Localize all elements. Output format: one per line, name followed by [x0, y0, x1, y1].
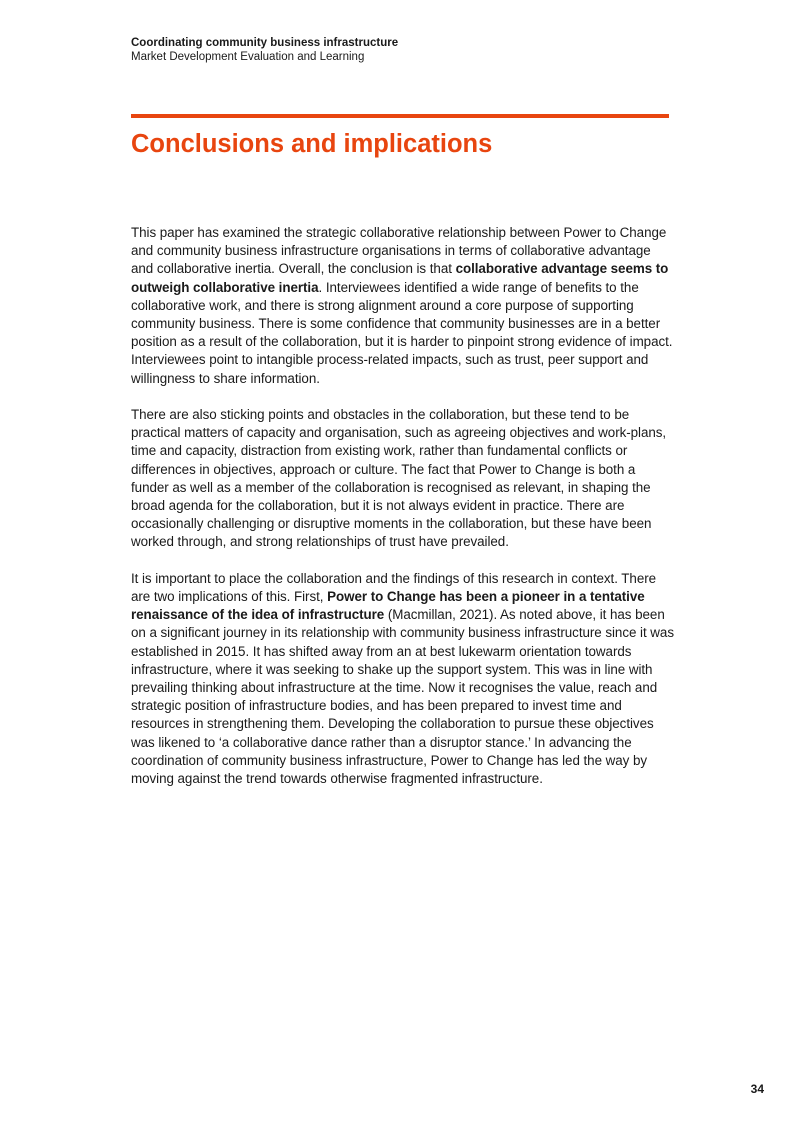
paragraph-3-text-a: It is important to place the collaboration and the findings of this research in context. There are two implications of this. First, — [131, 570, 657, 605]
paragraph-1-text-a: This paper has examined the strategic collaborative relationship between Power to Change and community business infrastructure organisations in terms of collaborative advantage and collaborative inertia. Overall, the conclusion is that — [131, 225, 667, 277]
paragraph-3-text-b: (Macmillan, 2021). As noted above, it has been on a significant journey in its relationship with community business infrastructure since it was established in 2015. It has shifted away from an at best lukewarm orientation towards infrastructure, where it was seeking to shake up the support system. This was in line with prevailing thinking about infrastructure at the time. Now it recognises the value, reach and strategic position of infrastructure bodies, and has been prepared to invest time and resources in strengthening them. Developing the collaboration to pursue these objectives was likened to ‘a collaborative dance rather than a disruptor stance.’ In advancing the coordination of community business infrastructure, Power to Change has led the way by moving against the trend towards otherwise fragmented infrastructure. — [131, 607, 674, 787]
document-subtitle: Market Development Evaluation and Learning — [131, 51, 365, 63]
paragraph-3 — [131, 570, 676, 788]
paragraph-1-text-b: . Interviewees identified a wide range of benefits to the collaborative work, and there is strong alignment around a core purpose of supporting community business. There is some confidence that community businesses are in a better position as a result of the collaboration, but it is harder to pinpoint strong evidence of impact. Interviewees point to intangible process-related impacts, such as trust, peer support and willingness to share information. — [131, 279, 673, 386]
accent-rule — [131, 114, 669, 118]
paragraph-1-emphasis: collaborative advantage seems to outweigh collaborative inertia — [131, 261, 669, 295]
document-title: Coordinating community business infrastructure — [131, 37, 399, 49]
page-number: 34 — [750, 1082, 764, 1096]
body-text — [131, 224, 676, 806]
paragraph-1 — [131, 224, 676, 388]
running-header — [131, 36, 691, 64]
section-heading: Conclusions and implications — [131, 130, 493, 158]
paragraph-2: There are also sticking points and obstacles in the collaboration, but these tend to be practical matters of capacity and organisation, such as agreeing objectives and work-plans, time and capacity, distraction from existing work, rather than fundamental conflicts or differences in objectives, approach or culture. The fact that Power to Change is both a funder as well as a member of the collaboration is recognised as relevant, in shaping the broad agenda for the collaboration, but it is not always evident in practice. There are occasionally challenging or disruptive moments in the collaboration, but these have been worked through, and strong relationships of trust have prevailed. — [131, 407, 667, 550]
paragraph-3-emphasis: Power to Change has been a pioneer in a tentative renaissance of the idea of infrastructure — [131, 589, 645, 623]
